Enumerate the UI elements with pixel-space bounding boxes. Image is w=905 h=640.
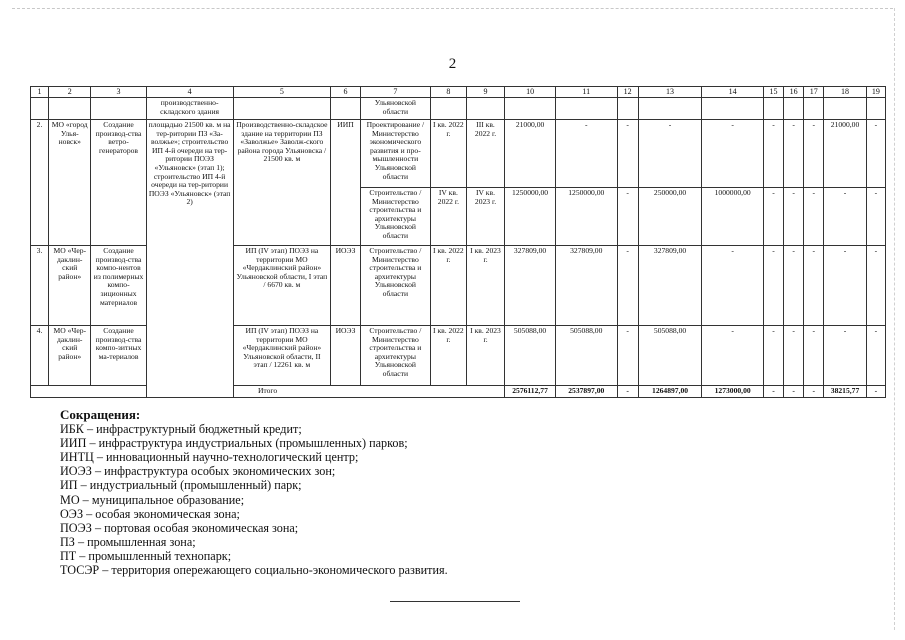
col-header: 3 — [91, 87, 146, 98]
value-c14: - — [702, 246, 764, 326]
col-header: 12 — [617, 87, 638, 98]
value-c11: - — [556, 120, 618, 188]
value-c19: - — [866, 120, 885, 188]
col-header: 16 — [784, 87, 804, 98]
value-c19: - — [866, 326, 885, 386]
value-c15: - — [763, 120, 783, 188]
total-c14: 1273000,00 — [702, 386, 764, 398]
total-c19: - — [866, 386, 885, 398]
object-type: ИОЭЗ — [331, 246, 361, 326]
col-header: 18 — [824, 87, 866, 98]
value-c15: - — [763, 326, 783, 386]
object-type: ИИП — [331, 120, 361, 246]
end-date: I кв. 2023 г. — [466, 326, 504, 386]
value-c13: 327809,00 — [638, 246, 702, 326]
value-c17: - — [804, 326, 824, 386]
scan-border-top — [12, 8, 893, 9]
total-c18: 38215,77 — [824, 386, 866, 398]
col-header: 5 — [233, 87, 331, 98]
abbreviation-item: ОЭЗ – особая экономическая зона; — [60, 506, 240, 521]
value-c14: - — [702, 120, 764, 188]
col-header: 11 — [556, 87, 618, 98]
stage-executor: Строительство / Министерство строительства и архитектуры Ульяновской области — [360, 246, 430, 326]
value-c16: - — [784, 120, 804, 188]
municipality: МО «город Улья-новск» — [49, 120, 91, 246]
value-c13: - — [638, 120, 702, 188]
value-c10: 21000,00 — [505, 120, 556, 188]
value-c19: - — [866, 188, 885, 246]
row-number: 4. — [31, 326, 49, 386]
col-header: 10 — [505, 87, 556, 98]
value-c11: 327809,00 — [556, 246, 618, 326]
abbreviation-item: ИНТЦ – инновационный научно-технологический центр; — [60, 450, 359, 465]
value-c16: - — [784, 246, 804, 326]
value-c13: 505088,00 — [638, 326, 702, 386]
col-header: 8 — [430, 87, 466, 98]
abbreviation-item: ИОЭЗ – инфраструктура особых экономических зон; — [60, 464, 336, 479]
value-c18: - — [824, 326, 866, 386]
abbreviation-item: ПЗ – промышленная зона; — [60, 534, 196, 549]
project-goal: Создание производ-ства компо-нентов из полимерных компо-зиционных материалов — [91, 246, 146, 326]
value-c11: 1250000,00 — [556, 188, 618, 246]
infrastructure-object: ИП (IV этап) ПОЭЗ на территории МО «Чердаклинский район» Ульяновской области, I этап / 6670 кв. м — [233, 246, 331, 326]
start-date: I кв. 2022 г. — [430, 120, 466, 188]
abbreviation-item: ПОЭЗ – портовая особая экономическая зона; — [60, 520, 299, 535]
value-c14: 1000000,00 — [702, 188, 764, 246]
total-c13: 1264897,00 — [638, 386, 702, 398]
value-c18: - — [824, 188, 866, 246]
value-c12: - — [617, 120, 638, 188]
start-date: IV кв. 2022 г. — [430, 188, 466, 246]
row-number: 2. — [31, 120, 49, 246]
table-row — [31, 120, 886, 188]
value-c15: - — [763, 188, 783, 246]
closing-rule — [390, 601, 520, 602]
table-row-continuation — [31, 98, 886, 120]
column-numbers-row — [31, 87, 886, 98]
value-c10: 327809,00 — [505, 246, 556, 326]
page-number: 2 — [448, 56, 457, 72]
abbreviations-list — [60, 408, 448, 577]
project-description: площадью 21500 кв. м на тер-ритории ПЗ «За-волжье»; строительство ИП 4-й очереди на тер-ритории ПОЭЗ «Ульяновск» (этап 1); строительство ИП 4-й очереди на тер-ритории ПОЭЗ «Ульяновск» (этап 2) — [146, 120, 233, 398]
abbreviation-item: ИП – индустриальный (промышленный) парк; — [60, 478, 302, 493]
value-c16: - — [784, 326, 804, 386]
value-c17: - — [804, 120, 824, 188]
col-header: 15 — [763, 87, 783, 98]
total-row — [31, 386, 886, 398]
infrastructure-object: ИП (IV этап) ПОЭЗ на территории МО «Чердаклинский район» Ульяновской области, II этап / 12261 кв. м — [233, 326, 331, 386]
value-c10: 1250000,00 — [505, 188, 556, 246]
project-goal: Создание производ-ства компо-зитных ма-териалов — [91, 326, 146, 386]
total-c17: - — [804, 386, 824, 398]
value-c17: - — [804, 246, 824, 326]
col-header: 17 — [804, 87, 824, 98]
abbreviation-item: ИИП – инфраструктура индустриальных (промышленных) парков; — [60, 436, 408, 451]
value-c14: - — [702, 326, 764, 386]
abbreviation-item: МО – муниципальное образование; — [60, 492, 245, 507]
value-c10: 505088,00 — [505, 326, 556, 386]
col-header: 19 — [866, 87, 885, 98]
total-c11: 2537897,00 — [556, 386, 618, 398]
value-c11: 505088,00 — [556, 326, 618, 386]
col-header: 7 — [360, 87, 430, 98]
scan-border-right — [894, 8, 895, 630]
total-c16: - — [784, 386, 804, 398]
abbreviation-item: ПТ – промышленный технопарк; — [60, 548, 232, 563]
municipality: МО «Чер-даклин-ский район» — [49, 326, 91, 386]
value-c15: - — [763, 246, 783, 326]
total-c10: 2576112,77 — [505, 386, 556, 398]
col-header: 13 — [638, 87, 702, 98]
value-c17: - — [804, 188, 824, 246]
value-c13: 250000,00 — [638, 188, 702, 246]
project-goal: Создание производ-ства ветро-генераторов — [91, 120, 146, 246]
col-header: 14 — [702, 87, 764, 98]
projects-table — [30, 86, 886, 398]
stage-executor: Проектирование / Министерство экономического развития и про-мышленности Ульяновской области — [360, 120, 430, 188]
value-c12: - — [617, 326, 638, 386]
abbreviations-title: Сокращения: — [60, 407, 141, 422]
start-date: I кв. 2022 г. — [430, 246, 466, 326]
value-c18: 21000,00 — [824, 120, 866, 188]
abbreviation-item: ИБК – инфраструктурный бюджетный кредит; — [60, 422, 302, 437]
stage-executor: Строительство / Министерство строительства и архитектуры Ульяновской области — [360, 188, 430, 246]
total-c15: - — [763, 386, 783, 398]
abbreviation-item: ТОСЭР – территория опережающего социально-экономического развития. — [60, 563, 448, 578]
stage-executor: Строительство / Министерство строительства и архитектуры Ульяновской области — [360, 326, 430, 386]
end-date: IV кв. 2023 г. — [466, 188, 504, 246]
municipality: МО «Чер-даклин-ский район» — [49, 246, 91, 326]
end-date: I кв. 2023 г. — [466, 246, 504, 326]
cell-c7: Ульяновской области — [360, 98, 430, 120]
object-type: ИОЭЗ — [331, 326, 361, 386]
value-c18: - — [824, 246, 866, 326]
value-c12: - — [617, 246, 638, 326]
infrastructure-object: Производственно-складское здание на территории ПЗ «Заволжье» Заволж-ского района города Ульяновска / 21500 кв. м — [233, 120, 331, 246]
end-date: III кв. 2022 г. — [466, 120, 504, 188]
total-label: Итого — [31, 386, 505, 398]
col-header: 9 — [466, 87, 504, 98]
value-c19: - — [866, 246, 885, 326]
cell-c4: производственно-складского здания — [146, 98, 233, 120]
col-header: 2 — [49, 87, 91, 98]
col-header: 6 — [331, 87, 361, 98]
row-number: 3. — [31, 246, 49, 326]
value-c12: - — [617, 188, 638, 246]
col-header: 4 — [146, 87, 233, 98]
start-date: I кв. 2022 г. — [430, 326, 466, 386]
col-header: 1 — [31, 87, 49, 98]
value-c16: - — [784, 188, 804, 246]
total-c12: - — [617, 386, 638, 398]
